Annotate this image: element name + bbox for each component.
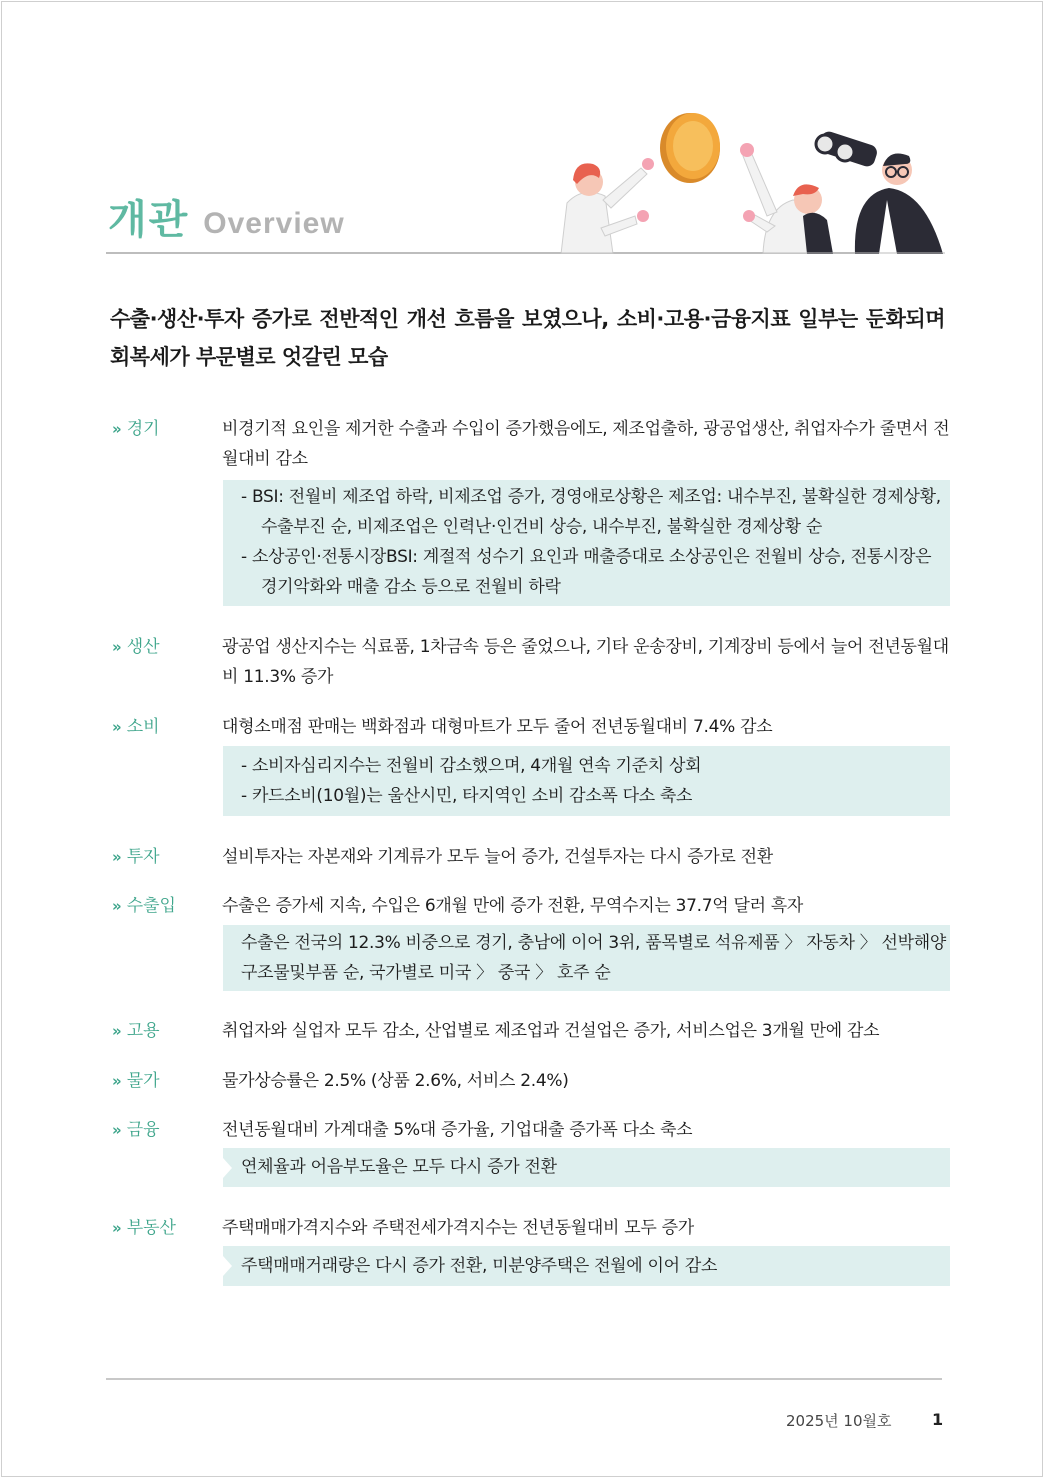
double-chevron-icon: » — [112, 1219, 120, 1237]
section-text: 광공업 생산지수는 식료품, 1차금속 등은 줄었으나, 기타 운송장비, 기계장비 등에서 늘어 전년동월대비 11.3% 증가 — [222, 637, 949, 687]
page-number: 1 — [932, 1410, 944, 1429]
person-pointing-icon — [561, 158, 654, 254]
section-label: » 고용 — [112, 1016, 160, 1046]
section-label: » 물가 — [112, 1066, 160, 1096]
note-item: - 카드소비(10월)는 울산시민, 타지역인 소비 감소폭 다소 축소 — [241, 786, 693, 806]
box-pointer-icon — [223, 1256, 232, 1276]
person-binoculars-icon — [816, 130, 943, 254]
section-text: 수출은 증가세 지속, 수입은 6개월 만에 증가 전환, 무역수지는 37.7억 달러 흑자 — [222, 896, 804, 916]
section-text: 대형소매점 판매는 백화점과 대형마트가 모두 줄어 전년동월대비 7.4% 감소 — [222, 717, 773, 737]
summary-headline: 수출·생산·투자 증가로 전반적인 개선 흐름을 보였으나, 소비·고용·금융지표 일부는 둔화되며 회복세가 부문별로 엇갈린 모습 — [110, 307, 945, 369]
section-text: 취업자와 실업자 모두 감소, 산업별로 제조업과 건설업은 증가, 서비스업은 3개월 만에 감소 — [222, 1021, 880, 1041]
footer-divider — [106, 1378, 942, 1380]
section-label: » 생산 — [112, 632, 160, 662]
section-label: » 소비 — [112, 712, 160, 742]
double-chevron-icon: » — [112, 718, 120, 736]
note-item: 연체율과 어음부도율은 모두 다시 증가 전환 — [241, 1157, 557, 1177]
note-box — [223, 746, 950, 816]
section-text: 비경기적 요인을 제거한 수출과 수입이 증가했음에도, 제조업출하, 광공업생산, 취업자수가 줄면서 전월대비 감소 — [222, 419, 950, 469]
section-label: » 투자 — [112, 842, 160, 872]
box-pointer-icon — [223, 1158, 232, 1178]
double-chevron-icon: » — [112, 848, 120, 866]
note-box — [223, 925, 950, 991]
note-item: 주택매매거래량은 다시 증가 전환, 미분양주택은 전월에 이어 감소 — [241, 1256, 718, 1276]
note-item: - 소상공인·전통시장BSI: 계절적 성수기 요인과 매출증대로 소상공인은 전월비 상승, 전통시장은 경기악화와 매출 감소 등으로 전월비 하락 — [241, 547, 932, 597]
note-item: - 소비자심리지수는 전월비 감소했으며, 4개월 연속 기준치 상회 — [241, 756, 702, 776]
section-text: 주택매매가격지수와 주택전세가격지수는 전년동월대비 모두 증가 — [222, 1218, 694, 1238]
note-box — [223, 480, 950, 606]
section-label: » 경기 — [112, 414, 160, 444]
header-illustration — [553, 108, 945, 254]
person-reaching-icon — [740, 143, 833, 254]
double-chevron-icon: » — [112, 1022, 120, 1040]
section-text: 전년동월대비 가계대출 5%대 증가율, 기업대출 증가폭 다소 축소 — [222, 1120, 693, 1140]
section-label: » 수출입 — [112, 891, 176, 921]
note-box — [223, 1148, 950, 1187]
page-title — [108, 188, 345, 245]
section-text: 설비투자는 자본재와 기계류가 모두 늘어 증가, 건설투자는 다시 증가로 전환 — [222, 847, 773, 867]
double-chevron-icon: » — [112, 1121, 120, 1139]
section-label: » 금융 — [112, 1115, 160, 1145]
note-item: - BSI: 전월비 제조업 하락, 비제조업 증가, 경영애로상황은 제조업: 내수부진, 불확실한 경제상황, 수출부진 순, 비제조업은 인력난·인건비 상승, 내수부진, 불확실한 경제상황 순 — [241, 487, 941, 537]
issue-date: 2025년 10월호 — [786, 1412, 892, 1430]
note-item: 수출은 전국의 12.3% 비중으로 경기, 충남에 이어 3위, 품목별로 석유제품 〉 자동차 〉 선박해양구조물및부품 순, 국가별로 미국 〉 중국 〉 호주 순 — [241, 933, 947, 983]
double-chevron-icon: » — [112, 638, 120, 656]
title-korean: 개관 — [108, 197, 190, 243]
double-chevron-icon: » — [112, 420, 120, 438]
note-box — [223, 1246, 950, 1286]
coin-icon — [660, 113, 720, 183]
title-english: Overview — [203, 207, 345, 240]
section-label: » 부동산 — [112, 1213, 176, 1243]
double-chevron-icon: » — [112, 897, 120, 915]
section-text: 물가상승률은 2.5% (상품 2.6%, 서비스 2.4%) — [222, 1071, 569, 1091]
double-chevron-icon: » — [112, 1072, 120, 1090]
